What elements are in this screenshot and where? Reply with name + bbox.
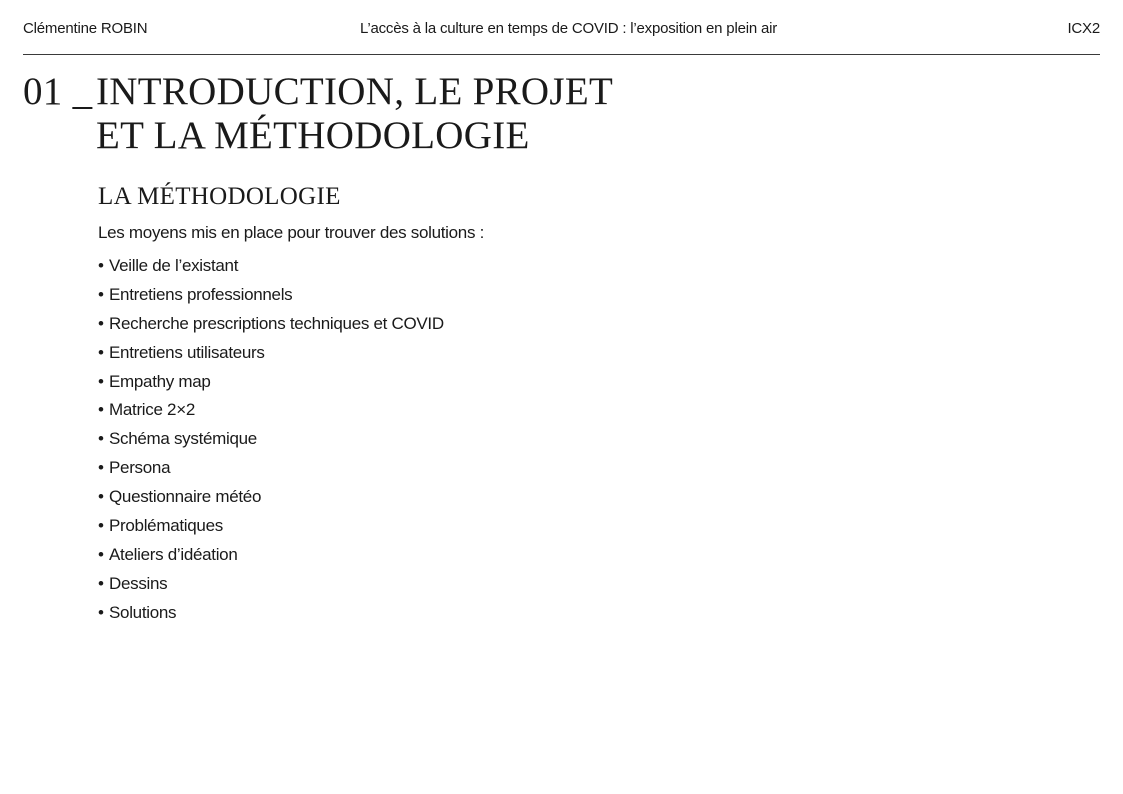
page-header: [23, 18, 1100, 42]
list-item-label: Entretiens professionnels: [109, 284, 293, 304]
list-item: [98, 602, 444, 631]
bullet-icon: •: [98, 458, 104, 478]
bullet-icon: •: [98, 313, 104, 333]
list-item: [98, 486, 444, 515]
list-item: [98, 457, 444, 486]
section-number: 01 _: [23, 70, 93, 113]
list-item-label: Problématiques: [109, 516, 223, 536]
list-item: [98, 371, 444, 400]
bullet-icon: •: [98, 429, 104, 449]
list-item-label: Ateliers d’idéation: [109, 544, 238, 564]
list-item-label: Solutions: [109, 602, 177, 622]
bullet-icon: •: [98, 400, 104, 420]
list-item-label: Matrice 2×2: [109, 400, 195, 420]
list-item: [98, 515, 444, 544]
list-item-label: Dessins: [109, 573, 168, 593]
bullet-icon: •: [98, 573, 104, 593]
bullet-icon: •: [98, 516, 104, 536]
methodology-list: [98, 255, 444, 631]
section-title: [23, 70, 613, 158]
author-name: Clémentine ROBIN: [23, 20, 148, 37]
list-item: [98, 573, 444, 602]
list-item-label: Entretiens utilisateurs: [109, 342, 265, 362]
bullet-icon: •: [98, 284, 104, 304]
course-code: ICX2: [1067, 20, 1100, 37]
section-title-line2: ET LA MÉTHODOLOGIE: [96, 114, 530, 157]
list-item: [98, 544, 444, 573]
subsection-title: LA MÉTHODOLOGIE: [98, 183, 341, 210]
list-item-label: Veille de l’existant: [109, 256, 239, 275]
bullet-icon: •: [98, 544, 104, 564]
section-title-line1: INTRODUCTION, LE PROJET: [96, 70, 614, 113]
bullet-icon: •: [98, 371, 104, 391]
list-item: [98, 284, 444, 313]
list-item-label: Recherche prescriptions techniques et COVID: [109, 313, 444, 333]
bullet-icon: •: [98, 602, 104, 622]
list-item: [98, 313, 444, 342]
document-title: L’accès à la culture en temps de COVID : l’exposition en plein air: [360, 20, 778, 37]
list-item: [98, 399, 444, 428]
bullet-icon: •: [98, 487, 104, 507]
header-divider: [23, 54, 1100, 55]
bullet-icon: •: [98, 256, 104, 275]
intro-text: Les moyens mis en place pour trouver des solutions :: [98, 223, 484, 242]
list-item-label: Empathy map: [109, 371, 211, 391]
list-item: [98, 428, 444, 457]
list-item-label: Schéma systémique: [109, 429, 257, 449]
list-item: [98, 255, 444, 284]
list-item: [98, 342, 444, 371]
list-item-label: Questionnaire météo: [109, 487, 262, 507]
bullet-icon: •: [98, 342, 104, 362]
list-item-label: Persona: [109, 458, 171, 478]
